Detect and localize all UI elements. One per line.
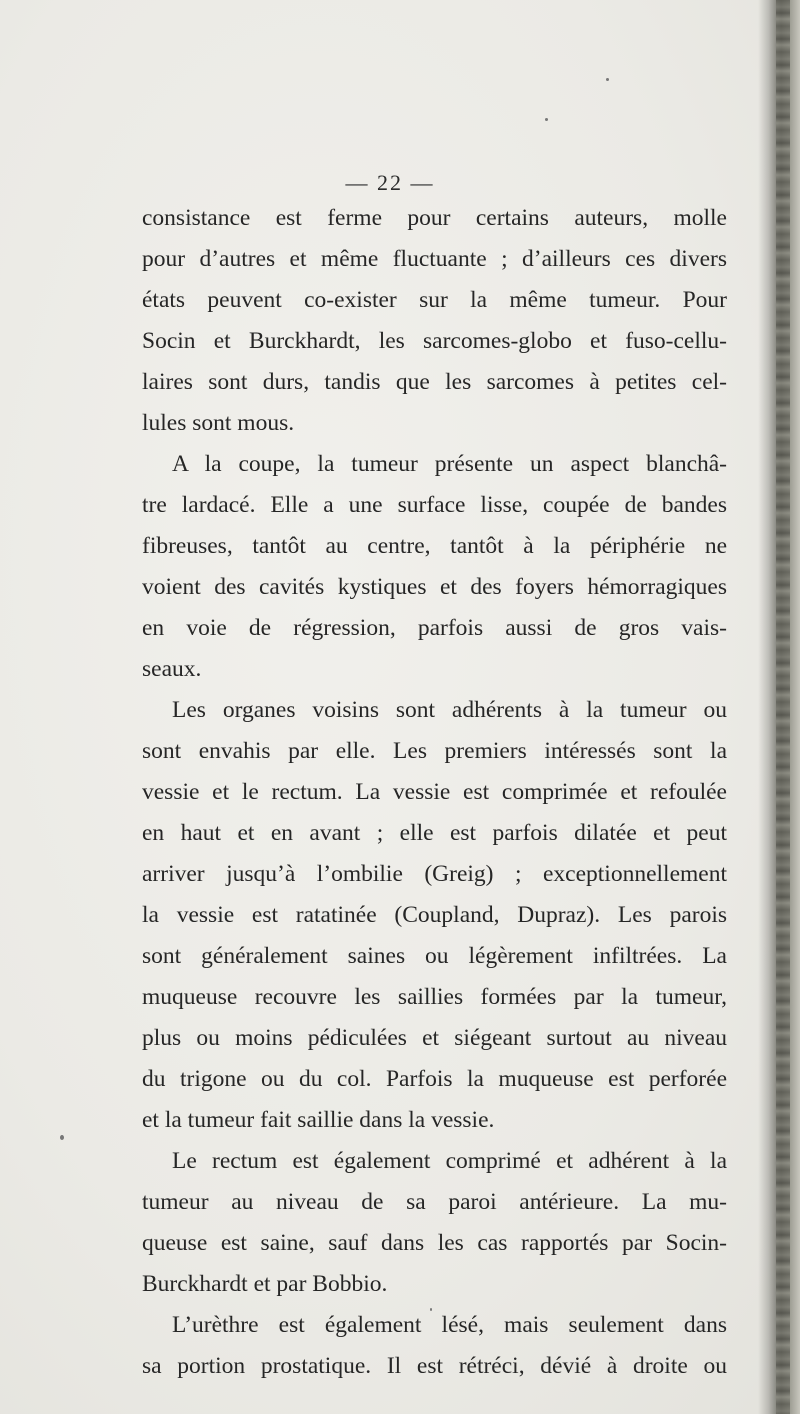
text-line: et la tumeur fait saillie dans la vessie.: [142, 1107, 495, 1133]
page-number: — 22 —: [345, 170, 435, 195]
text-line: en haut et en avant ; elle est parfois dilatée et peut: [142, 820, 727, 846]
text-line: fibreuses, tantôt au centre, tantôt à la périphérie ne: [142, 533, 727, 559]
text-line: la vessie est ratatinée (Coupland, Dupraz). Les parois: [142, 902, 727, 928]
body-text: [142, 198, 727, 1387]
paper-speck: [60, 1135, 64, 1140]
text-line: L’urèthre est également lésé, mais seulement dans: [172, 1312, 727, 1338]
text-line: Burckhardt et par Bobbio.: [142, 1271, 388, 1297]
text-line: sont envahis par elle. Les premiers intéressés sont la: [142, 738, 727, 764]
text-line: Socin et Burckhardt, les sarcomes-globo et fuso-cellu-: [142, 328, 727, 354]
text-line: sa portion prostatique. Il est rétréci, dévié à droite ou: [142, 1353, 727, 1379]
text-line: Les organes voisins sont adhérents à la tumeur ou: [172, 697, 727, 723]
text-line: plus ou moins pédiculées et siégeant surtout au niveau: [142, 1025, 727, 1051]
text-line: du trigone ou du col. Parfois la muqueuse est perforée: [142, 1066, 727, 1092]
text-line: sont généralement saines ou légèrement infiltrées. La: [142, 943, 727, 969]
text-line: seaux.: [142, 656, 202, 682]
text-line: laires sont durs, tandis que les sarcomes à petites cel-: [142, 369, 727, 395]
book-binding-edge: [776, 0, 790, 1414]
paper-speck: [545, 118, 548, 121]
text-line: consistance est ferme pour certains auteurs, molle: [142, 205, 727, 231]
text-line: arriver jusqu’à l’ombilie (Greig) ; exceptionnellement: [142, 861, 727, 887]
text-line: pour d’autres et même fluctuante ; d’ailleurs ces divers: [142, 246, 727, 272]
text-line: tumeur au niveau de sa paroi antérieure. La mu-: [142, 1189, 727, 1215]
text-line: A la coupe, la tumeur présente un aspect blanchâ-: [172, 451, 727, 477]
text-line: lules sont mous.: [142, 410, 295, 436]
text-line: vessie et le rectum. La vessie est comprimée et refoulée: [142, 779, 727, 805]
text-line: en voie de régression, parfois aussi de gros vais-: [142, 615, 727, 641]
text-line: queuse est saine, sauf dans les cas rapportés par Socin-: [142, 1230, 727, 1256]
paper-speck: [606, 78, 609, 81]
text-line: états peuvent co-exister sur la même tumeur. Pour: [142, 287, 727, 313]
text-line: muqueuse recouvre les saillies formées par la tumeur,: [142, 984, 727, 1010]
text-line: voient des cavités kystiques et des foyers hémorragiques: [142, 574, 727, 600]
text-line: tre lardacé. Elle a une surface lisse, coupée de bandes: [142, 492, 727, 518]
text-line: Le rectum est également comprimé et adhérent à la: [172, 1148, 727, 1174]
